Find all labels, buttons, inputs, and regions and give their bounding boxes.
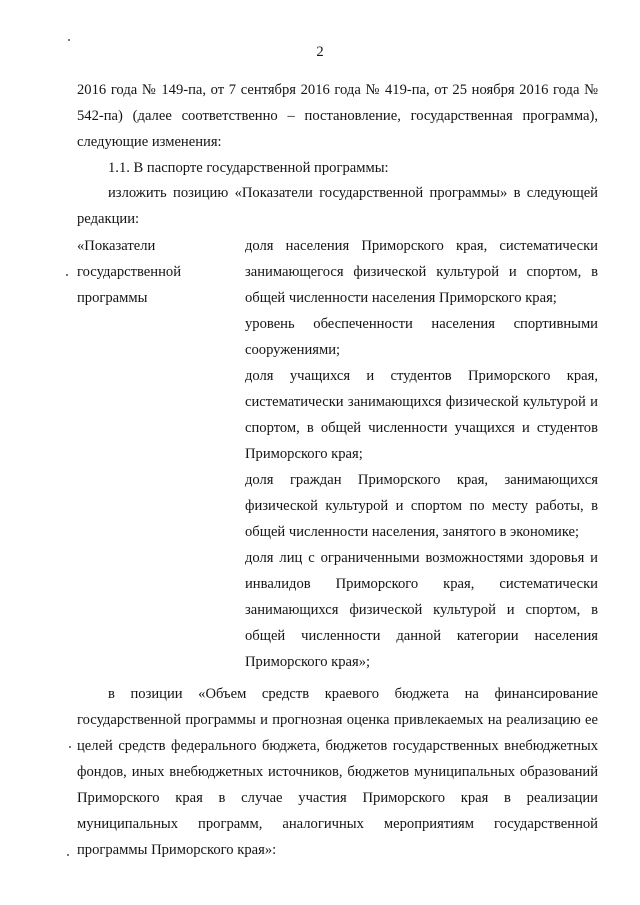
page-number: 2 <box>316 44 324 60</box>
indicator-item: доля граждан Приморского края, занимающихся физической культурой и спортом по месту работы, в общей численности населения, занятого в экономике; <box>245 472 598 540</box>
instruction-paragraph: изложить позицию «Показатели государственной программы» в следующей редакции: <box>77 185 598 227</box>
intro-paragraph: 2016 года № 149-па, от 7 сентября 2016 года № 419-па, от 25 ноября 2016 года № 542-па) (далее соответственно – постановление, государственная программа), следующие изменения: <box>77 82 598 150</box>
scan-mark <box>66 274 68 276</box>
indicator-item: уровень обеспеченности населения спортивными сооружениями; <box>245 316 598 358</box>
indicators-list <box>245 233 598 675</box>
indicator-item: доля лиц с ограниченными возможностями здоровья и инвалидов Приморского края, систематически занимающихся физической культурой и спортом, в общей численности данной категории населения Приморского края»; <box>245 550 598 670</box>
scan-mark <box>67 854 69 856</box>
funding-paragraph: в позиции «Объем средств краевого бюджета на финансирование государственной программы и прогнозная оценка привлекаемых на реализацию ее целей средств федерального бюджета, бюджетов государственных внебюджетных фондов, иных внебюджетных источников, бюджетов муниципальных образований Приморского края в случае участия Приморского края в реализации муниципальных программ, аналогичных мероприятиям государственной программы Приморского края»: <box>77 686 598 858</box>
indicator-item: доля населения Приморского края, систематически занимающегося физической культурой и спортом, в общей численности населения Приморского края; <box>245 238 598 306</box>
indicators-label-line: государственной <box>77 264 182 280</box>
indicators-label-line: программы <box>77 290 148 306</box>
indicators-table <box>77 233 598 675</box>
scan-mark <box>69 746 71 748</box>
section-1-1-heading: 1.1. В паспорте государственной программы: <box>108 160 389 176</box>
indicator-item: доля учащихся и студентов Приморского края, систематически занимающихся физической культурой и спортом, в общей численности учащихся и студентов Приморского края; <box>245 368 598 462</box>
indicators-label-line: «Показатели <box>77 238 156 254</box>
indicators-label <box>77 233 245 675</box>
scan-mark <box>68 39 70 41</box>
